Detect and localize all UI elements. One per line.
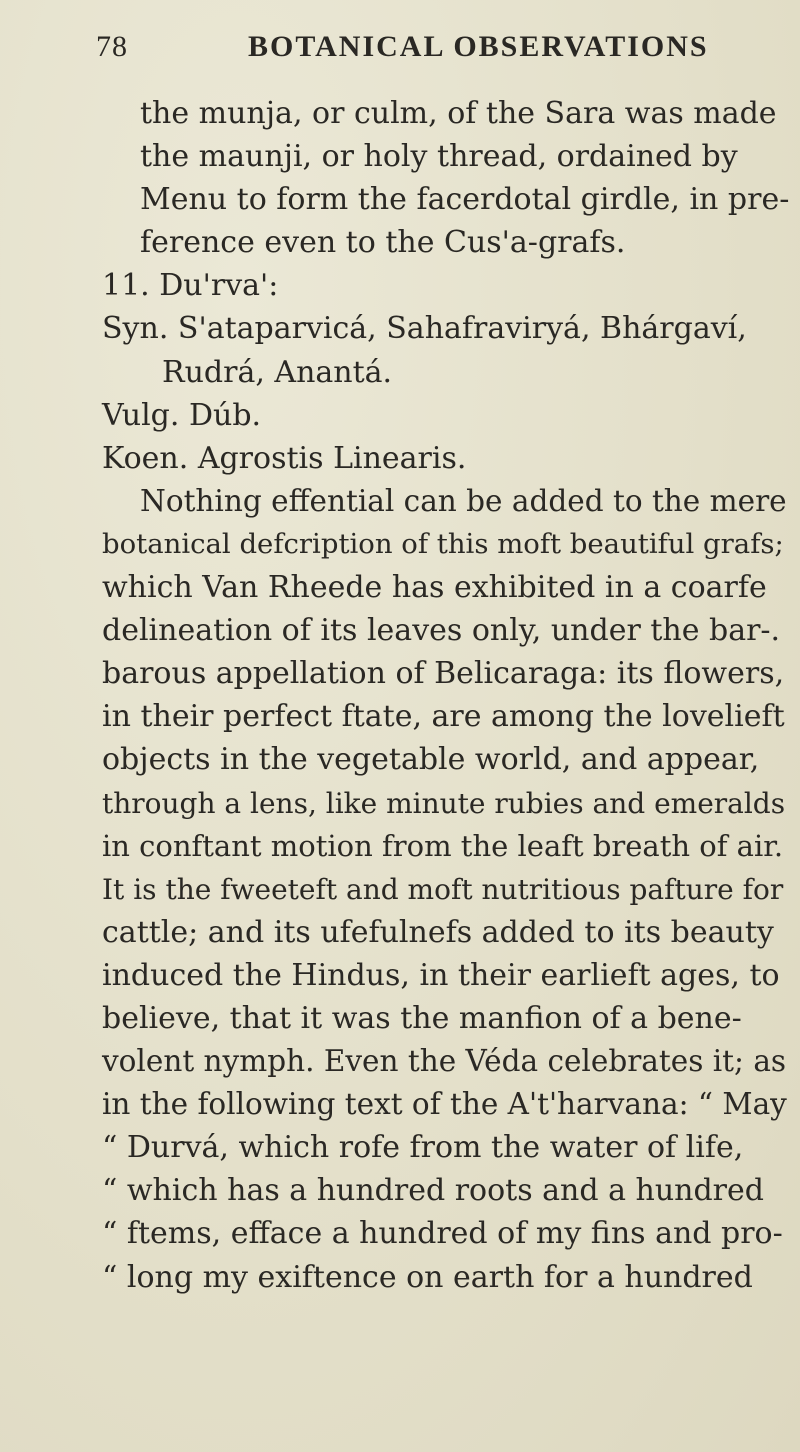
section-heading: 11. Du'rva': <box>102 268 279 304</box>
quote-line: “ Durvá, which rofe from the water of life, <box>102 1130 744 1166</box>
text-line: It is the fweeteft and moft nutritious pafture for <box>102 872 784 906</box>
body-text <box>102 92 790 1299</box>
text-line: through a lens, like minute rubies and emeralds <box>102 786 786 820</box>
page-header <box>96 22 760 70</box>
text-line: which Van Rheede has exhibited in a coarfe <box>102 570 767 606</box>
koenig-name-line: Koen. Agrostis Linearis. <box>102 440 467 476</box>
text-line: cattle; and its ufefulnefs added to its beauty <box>102 914 774 950</box>
running-title: BOTANICAL OBSERVATIONS <box>248 30 709 63</box>
quote-line: “ ftems, efface a hundred of my fins and pro- <box>102 1216 783 1252</box>
synonyms-line: Syn. S'ataparvicá, Sahafraviryá, Bhárgaví, <box>102 311 747 347</box>
text-line: believe, that it was the manfion of a bene- <box>102 1000 742 1036</box>
page-number: 78 <box>96 30 128 63</box>
vulgar-name-line: Vulg. Dúb. <box>102 397 262 433</box>
text-line: botanical defcription of this moft beautiful grafs; <box>102 527 784 560</box>
text-line: the munja, or culm, of the Sara was made <box>140 96 777 131</box>
text-line: barous appellation of Belicaraga: its flowers, <box>102 656 785 692</box>
quote-line: “ which has a hundred roots and a hundred <box>102 1173 764 1209</box>
synonyms-line: Rudrá, Anantá. <box>162 354 393 390</box>
text-line: ference even to the Cus'a-grafs. <box>140 225 626 261</box>
text-line: in conftant motion from the leaft breath of air. <box>102 828 784 863</box>
text-line: the maunji, or holy thread, ordained by <box>140 139 738 175</box>
text-line: induced the Hindus, in their earlieft ages, to <box>102 957 780 993</box>
text-line: volent nymph. Even the Véda celebrates it; as <box>102 1044 787 1079</box>
text-line: objects in the vegetable world, and appear, <box>102 742 760 778</box>
paragraph-first-line: Nothing effential can be added to the mere <box>140 483 787 518</box>
text-line: Menu to form the facerdotal girdle, in pre- <box>140 182 790 218</box>
text-line: in the following text of the A't'harvana: “ May <box>102 1087 787 1122</box>
quote-line: “ long my exiftence on earth for a hundred <box>102 1259 753 1295</box>
text-line: in their perfect ftate, are among the lovelieft <box>102 699 785 735</box>
text-line: delineation of its leaves only, under the bar-. <box>102 613 781 649</box>
